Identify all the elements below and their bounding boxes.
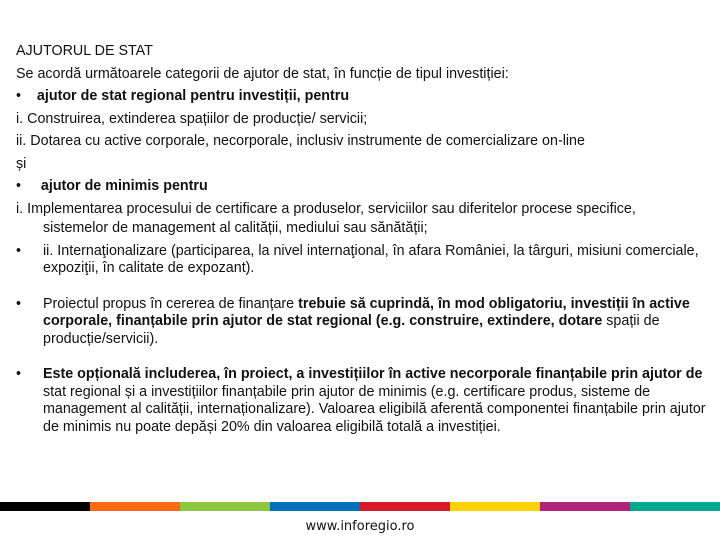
- color-segment: [90, 502, 180, 511]
- document-body: [16, 40, 712, 436]
- heading: AJUTORUL DE STAT: [16, 43, 153, 59]
- optional-text-rest: stat regional și a investițiilor finanțabile prin ajutor de minimis (e.g. certificare produs, sisteme de management al calității, internaționalizare). Valoarea eligibilă aferentă componentei finanțabile prin ajutor de minimis nu poate depăși 20% din valoarea eligibilă totală a investiției.: [43, 383, 706, 435]
- optional-text-bold: Este opțională includerea, în proiect, a investițiilor în active necorporale finanțabile prin ajutor de: [43, 366, 703, 382]
- minimis-aid-title: ajutor de minimis pentru: [40, 178, 208, 194]
- color-segment: [270, 502, 360, 511]
- minimis-item-1: i. Implementarea procesului de certificare a produselor, serviciilor sau diferitelor procese specifice,: [16, 200, 636, 217]
- bullet-marker: •: [16, 242, 22, 259]
- minimis-item-1-continuation: sistemelor de management al calității, mediului sau sănătății;: [43, 220, 428, 236]
- conjunction-and: și: [16, 155, 27, 172]
- regional-item-2: ii. Dotarea cu active corporale, necorporale, inclusiv instrumente de comercializare on-line: [16, 133, 585, 149]
- project-requirement-bullet: [16, 296, 712, 349]
- optional-investment-bullet: [16, 366, 712, 436]
- regional-item-1: i. Construirea, extinderea spațiilor de producție/ servicii;: [16, 110, 368, 127]
- color-segment: [540, 502, 630, 511]
- regional-aid-title: ajutor de stat regional pentru investiții, pentru: [36, 88, 350, 104]
- project-text-part1: Proiectul propus în cererea de finanțare: [43, 295, 299, 312]
- color-segment: [630, 502, 720, 511]
- color-segment: [360, 502, 450, 511]
- bullet-marker: •: [16, 178, 22, 194]
- minimis-aid-bullet: [16, 175, 712, 198]
- minimis-item-2-text: ii. Internaţionalizare (participarea, la nivel internaţional, în afara României, la târguri, misiuni comerciale, expoziţii, în calitate de expozant).: [43, 242, 699, 276]
- color-segment: [180, 502, 270, 511]
- minimis-item-2: [16, 243, 712, 278]
- color-segment: [450, 502, 540, 511]
- footer-url[interactable]: www.inforegio.ro: [305, 519, 415, 534]
- bullet-marker: •: [16, 295, 22, 312]
- project-text-bold: trebuie să cuprindă, în mod obligatoriu, investiții în active corporale, finanțabile prin ajutor de stat regional (e.g. construire, extindere, dotare: [43, 295, 690, 329]
- footer-color-bar: [0, 502, 720, 511]
- bullet-marker: •: [16, 366, 22, 382]
- color-segment: [0, 502, 90, 511]
- intro-text: Se acordă următoarele categorii de ajutor de stat, în funcție de tipul investiției:: [16, 65, 509, 82]
- bullet-marker: •: [16, 88, 22, 104]
- project-text-part3: spații de producție/servicii).: [43, 313, 660, 347]
- regional-aid-bullet: [16, 85, 712, 108]
